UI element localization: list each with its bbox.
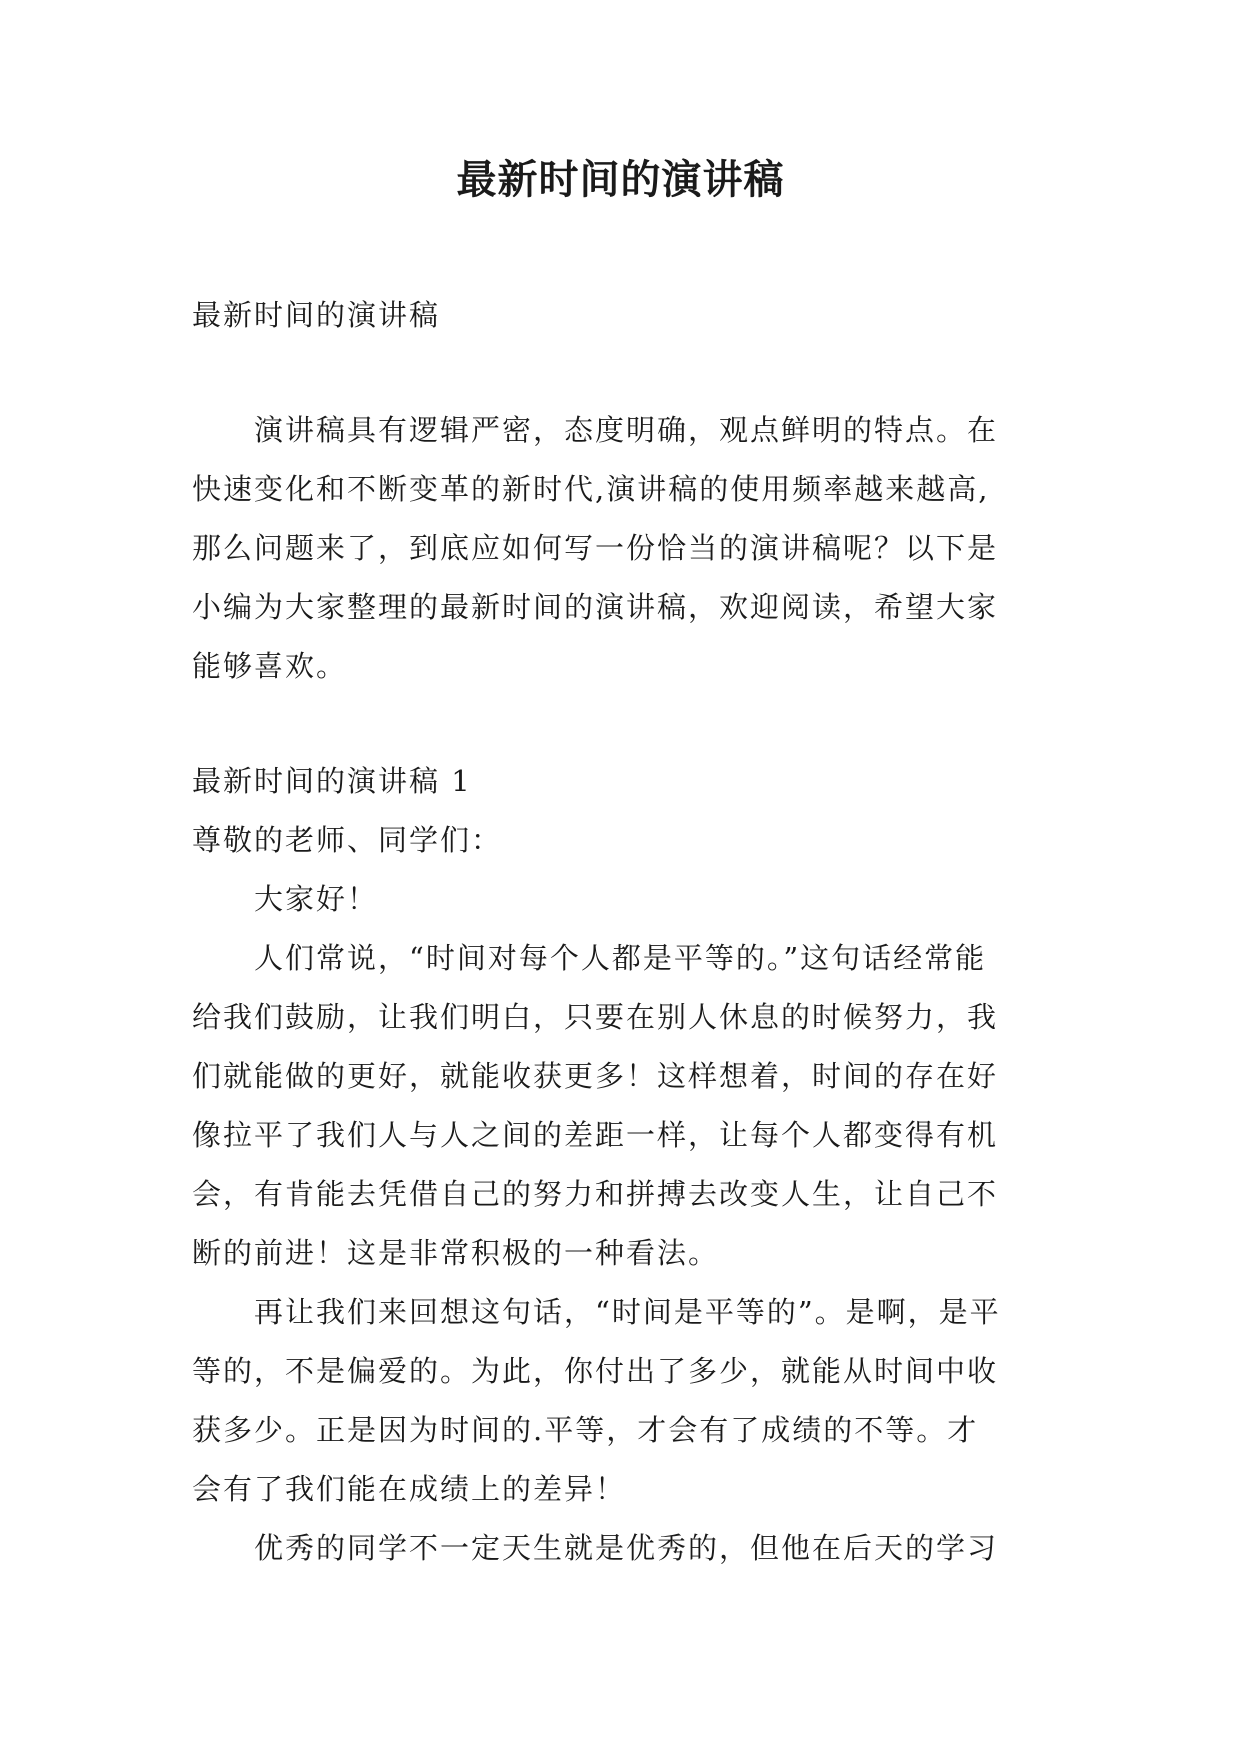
paragraph-line: 会有了我们能在成绩上的差异！ bbox=[192, 1472, 627, 1506]
salutation: 尊敬的老师、同学们： bbox=[192, 823, 503, 857]
intro-line: 快速变化和不断变革的新时代,演讲稿的使用频率越来越高, bbox=[192, 472, 990, 506]
paragraph-line: 人们常说，“时间对每个人都是平等的。”这句话经常能 bbox=[254, 941, 987, 975]
document-body bbox=[192, 286, 1052, 1578]
paragraph-line: 们就能做的更好，就能收获更多！这样想着，时间的存在好 bbox=[192, 1059, 999, 1093]
spacer bbox=[192, 696, 1052, 752]
paragraph-line: 给我们鼓励，让我们明白，只要在别人休息的时候努力，我 bbox=[192, 1000, 999, 1034]
paragraph-2 bbox=[192, 1283, 1052, 1519]
document-title: 最新时间的演讲稿 bbox=[456, 157, 785, 203]
greeting: 大家好！ bbox=[254, 882, 379, 916]
intro-line: 那么问题来了，到底应如何写一份恰当的演讲稿呢？以下是 bbox=[192, 531, 999, 565]
paragraph-line: 像拉平了我们人与人之间的差距一样，让每个人都变得有机 bbox=[192, 1118, 999, 1152]
paragraph-line: 等的，不是偏爱的。为此，你付出了多少，就能从时间中收 bbox=[192, 1354, 999, 1388]
document-subtitle: 最新时间的演讲稿 bbox=[192, 298, 441, 332]
intro-line: 演讲稿具有逻辑严密，态度明确，观点鲜明的特点。在 bbox=[254, 413, 999, 447]
paragraph-line: 获多少。正是因为时间的.平等，才会有了成绩的不等。才 bbox=[192, 1413, 979, 1447]
spacer bbox=[192, 345, 1052, 401]
intro-line: 能够喜欢。 bbox=[192, 649, 348, 683]
paragraph-1 bbox=[192, 929, 1052, 1283]
paragraph-line: 会，有肯能去凭借自己的努力和拼搏去改变人生，让自己不 bbox=[192, 1177, 999, 1211]
paragraph-3 bbox=[192, 1519, 1052, 1578]
paragraph-line: 优秀的同学不一定天生就是优秀的，但他在后天的学习 bbox=[254, 1531, 999, 1565]
section-heading: 最新时间的演讲稿 1 bbox=[192, 764, 472, 798]
paragraph-line: 断的前进！这是非常积极的一种看法。 bbox=[192, 1236, 720, 1270]
paragraph-line: 再让我们来回想这句话，“时间是平等的”。是啊，是平 bbox=[254, 1295, 1001, 1329]
intro-paragraph bbox=[192, 401, 1052, 696]
intro-line: 小编为大家整理的最新时间的演讲稿，欢迎阅读，希望大家 bbox=[192, 590, 999, 624]
